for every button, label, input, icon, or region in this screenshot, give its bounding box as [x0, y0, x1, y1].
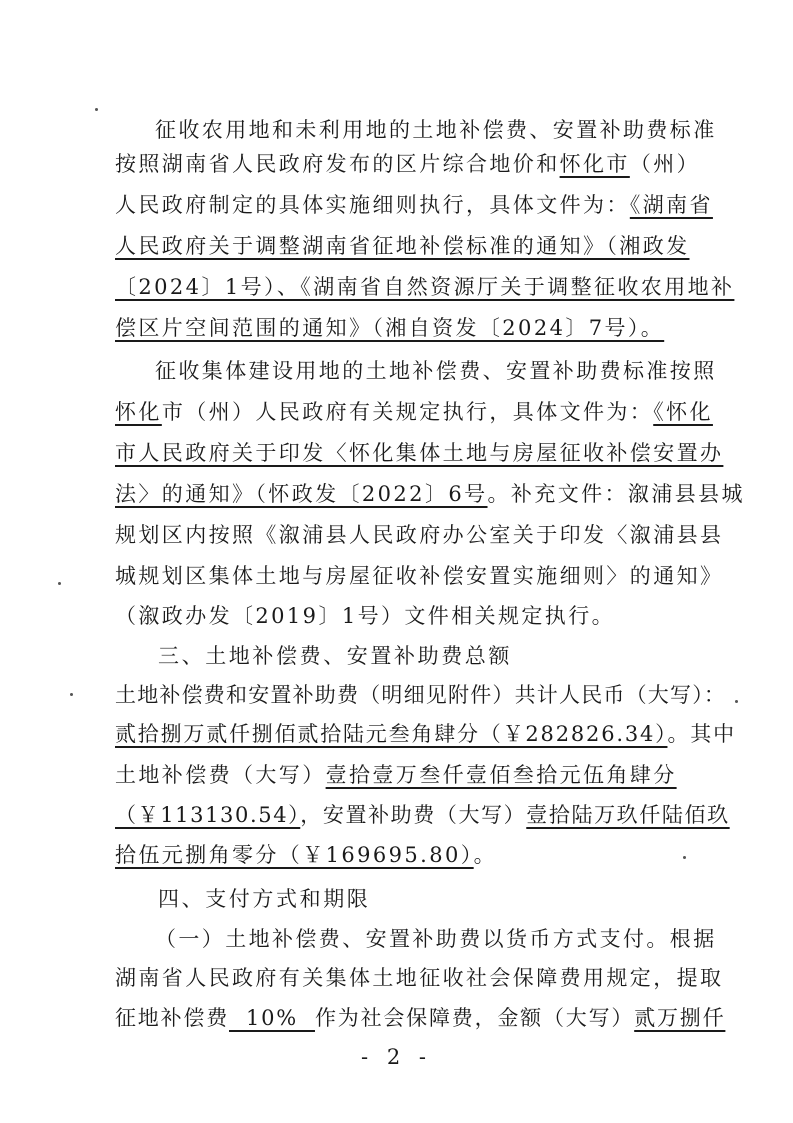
- scan-speck: [683, 856, 686, 859]
- p1-line-2: 按照湖南省人民政府发布的区片综合地价和怀化市（州）: [115, 152, 701, 176]
- social-security-percentage: 10%: [229, 1006, 315, 1030]
- s3-line-2: 贰拾捌万贰仟捌佰贰拾陆元叁角肆分（￥282826.34）。其中: [115, 722, 736, 746]
- p2-line-3: 市人民政府关于印发〈怀化集体土地与房屋征收补偿安置办: [115, 441, 724, 465]
- section-4-heading: 四、支付方式和期限: [158, 887, 371, 911]
- page-number: - 2 -: [361, 1045, 432, 1069]
- scan-speck: [70, 693, 73, 696]
- p1-line-5: 〔2024〕1号）、《湖南省自然资源厅关于调整征收农用地补: [115, 275, 735, 299]
- p1-line-4: 人民政府关于调整湖南省征地补偿标准的通知》（湘政发: [115, 234, 690, 258]
- scan-speck: [58, 582, 61, 585]
- p2-line-5: 规划区内按照《溆浦县人民政府办公室关于印发〈溆浦县县: [115, 523, 724, 547]
- p2-line-2: 怀化市（州）人民政府有关规定执行，具体文件为：《怀化: [115, 400, 713, 424]
- city-name: 怀化: [115, 400, 162, 424]
- s4-line-2: 湖南省人民政府有关集体土地征收社会保障费用规定，提取: [115, 966, 724, 990]
- s3-line-4: （￥113130.54），安置补助费（大写）壹拾陆万玖仟陆佰玖: [115, 803, 730, 827]
- p2-line-4: 法〉的通知》（怀政发〔2022〕6号。补充文件：溆浦县县城: [115, 482, 745, 506]
- scan-speck: [95, 108, 98, 111]
- total-amount: 贰拾捌万贰仟捌佰贰拾陆元叁角肆分（￥282826.34）: [115, 722, 668, 746]
- p2-line-1: 征收集体建设用地的土地补偿费、安置补助费标准按照: [155, 359, 717, 383]
- social-security-amount: 贰万捌仟: [634, 1006, 726, 1030]
- scan-speck: [735, 700, 738, 703]
- s3-line-1: 土地补偿费和安置补助费（明细见附件）共计人民币（大写）：: [115, 683, 727, 707]
- document-reference: 法〉的通知》（怀政发〔2022〕6号: [115, 482, 488, 506]
- document-reference: 《湖南省: [629, 193, 713, 217]
- p1-line-1: 征收农用地和未利用地的土地补偿费、安置补助费标准: [155, 118, 717, 142]
- p2-line-6: 城规划区集体土地与房屋征收补偿安置实施细则〉的通知》: [115, 564, 724, 588]
- s4-line-3: 征地补偿费 10% 作为社会保障费，金额（大写）贰万捌仟: [115, 1006, 726, 1030]
- document-reference: 《怀化: [653, 400, 713, 424]
- land-compensation-figure: （￥113130.54）: [115, 803, 301, 827]
- s3-line-5: 拾伍元捌角零分（￥169695.80）。: [115, 843, 498, 867]
- p1-line-3: 人民政府制定的具体实施细则执行，具体文件为：《湖南省: [115, 193, 713, 217]
- resettlement-subsidy-figure: 拾伍元捌角零分（￥169695.80）: [115, 843, 474, 867]
- p2-line-7: （溆政办发〔2019〕1号）文件相关规定执行。: [115, 604, 616, 628]
- s4-line-1: （一）土地补偿费、安置补助费以货币方式支付。根据: [155, 927, 717, 951]
- land-compensation-amount: 壹拾壹万叁仟壹佰叁拾元伍角肆分: [325, 763, 677, 787]
- resettlement-subsidy-amount: 壹拾陆万玖仟陆佰玖: [526, 803, 730, 827]
- city-name: 怀化市: [559, 152, 630, 176]
- section-3-heading: 三、土地补偿费、安置补助费总额: [158, 644, 512, 668]
- s3-line-3: 土地补偿费（大写）壹拾壹万叁仟壹佰叁拾元伍角肆分: [115, 763, 677, 787]
- p1-line-6: 偿区片空间范围的通知》（湘自资发〔2024〕7号）。: [115, 316, 665, 340]
